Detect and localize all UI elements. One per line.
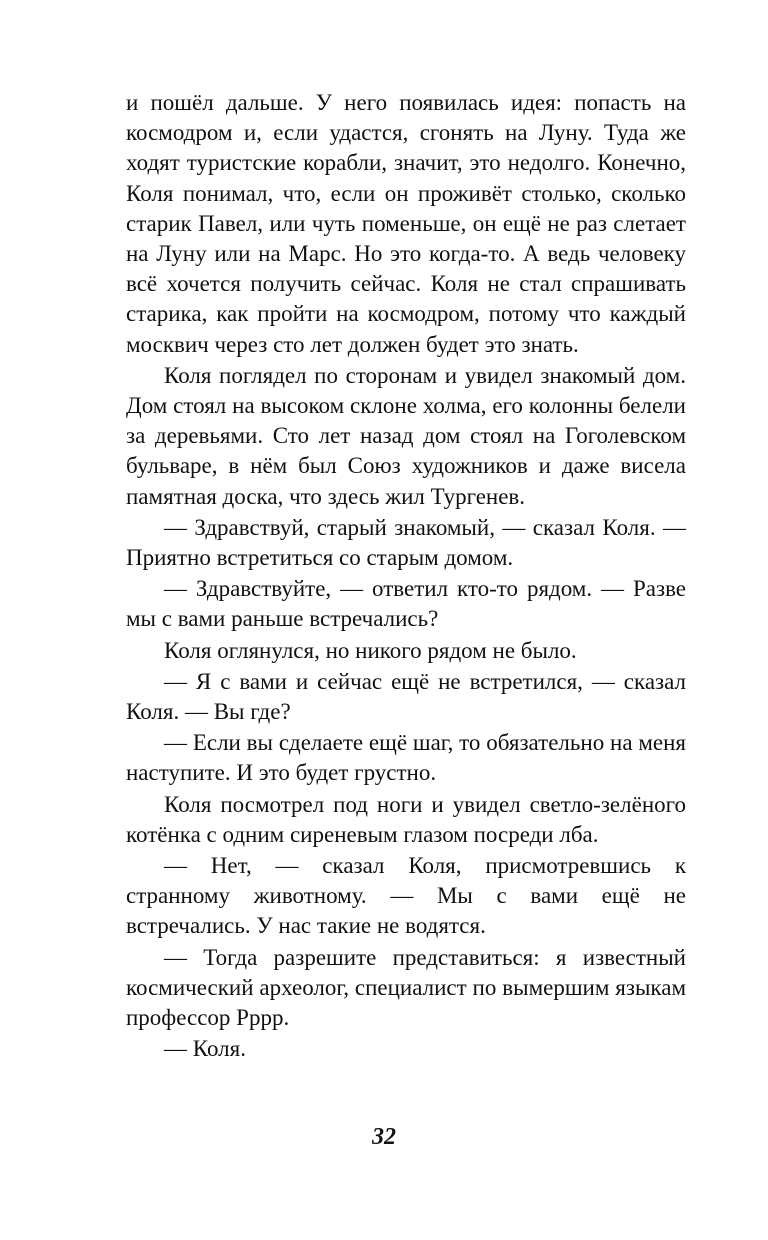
dialogue-line: — Здравствуй, старый знакомый, — сказал Коля. — Приятно встретиться со старым домом. <box>126 514 686 571</box>
dialogue-line: — Тогда разрешите представиться: я известный космический археолог, специалист по вымершим языкам профессор Рррр. <box>126 944 686 1031</box>
dialogue-line: — Я с вами и сейчас ещё не встретился, — сказал Коля. — Вы где? <box>126 668 686 725</box>
dialogue-line: — Здравствуйте, — ответил кто-то рядом. — Разве мы с вами раньше встречались? <box>126 576 686 632</box>
page-body <box>126 88 686 1065</box>
dialogue-line: — Нет, — сказал Коля, присмотревшись к странному животному. — Мы с вами ещё не встречались. У нас такие не водятся. <box>126 853 686 939</box>
page-number: 32 <box>372 1124 396 1150</box>
paragraph: Коля поглядел по сторонам и увидел знакомый дом. Дом стоял на высоком склоне холма, его колонны белели за деревьями. Сто лет назад дом стоял на Гоголевском бульваре, в нём был Союз художников и даже висела памятная доска, что здесь жил Тургенев. <box>126 362 686 509</box>
paragraph: Коля посмотрел под ноги и увидел светло-зелёного котёнка с одним сиреневым глазом посреди лба. <box>126 791 686 847</box>
dialogue-line: — Если вы сделаете ещё шаг, то обязательно на меня наступите. И это будет грустно. <box>126 730 686 786</box>
paragraph: и пошёл дальше. У него появилась идея: попасть на космодром и, если удастся, сгонять на Луну. Туда же ходят туристские корабли, значит, это недолго. Конечно, Коля понимал, что, если он проживёт столько, сколько старик Павел, или чуть поменьше, он ещё не раз слетает на Луну или на Марс. Но это когда-то. А ведь человеку всё хочется получить сейчас. Коля не стал спрашивать старика, как пройти на космодром, потому что каждый москвич через сто лет должен будет это знать. <box>126 90 686 357</box>
paragraph: Коля оглянулся, но никого рядом не было. <box>164 637 577 663</box>
dialogue-line: — Коля. <box>164 1036 246 1062</box>
